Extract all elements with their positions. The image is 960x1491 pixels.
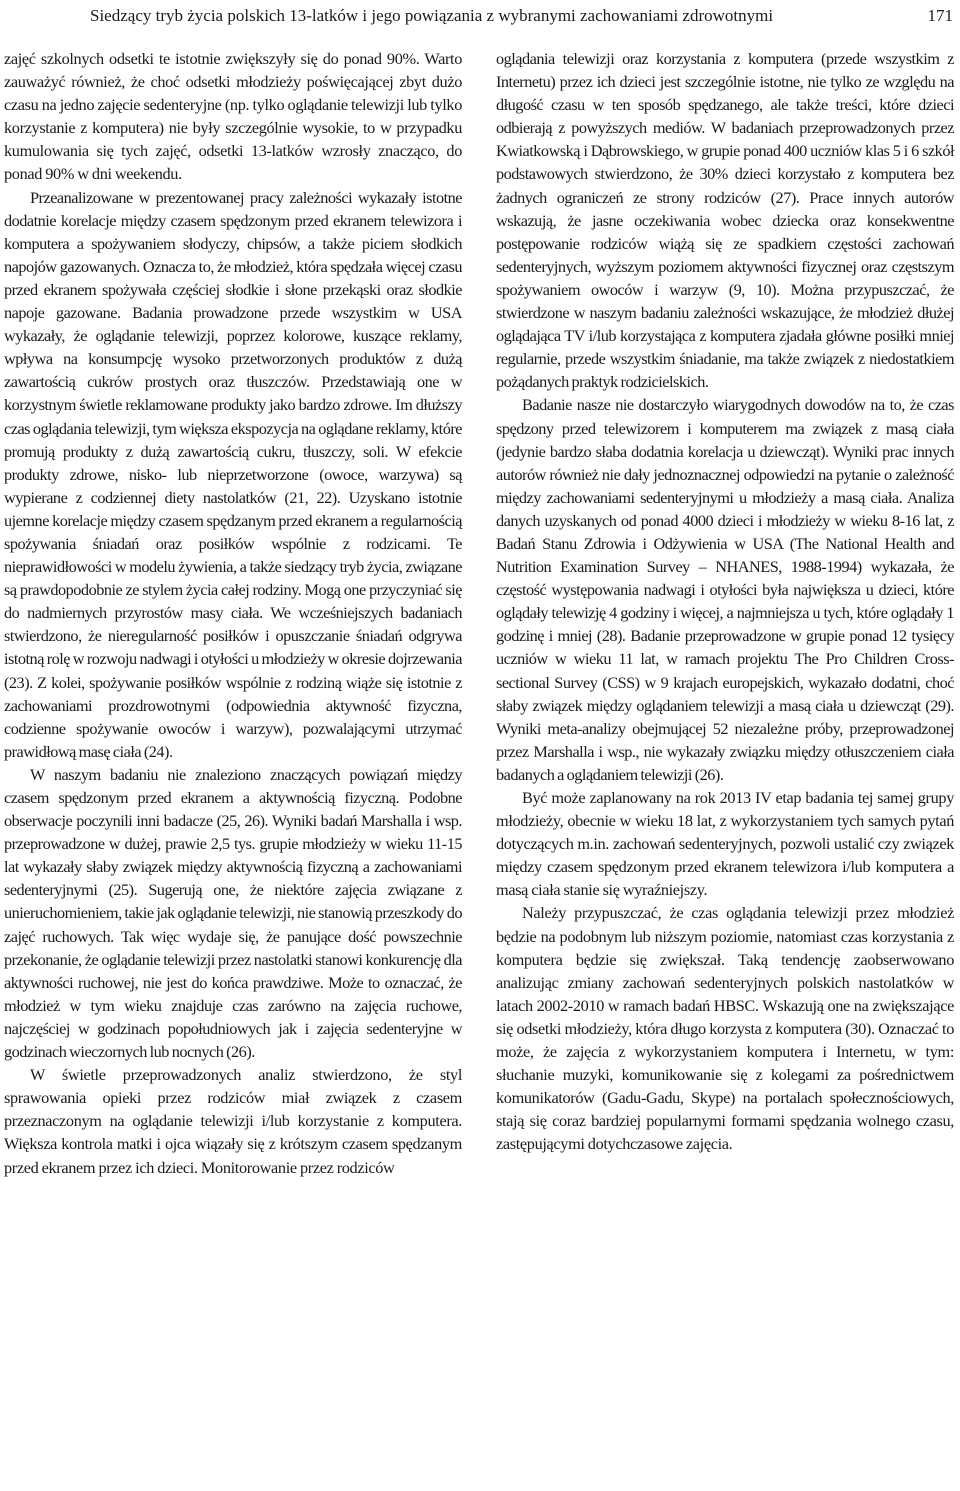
paragraph: Być może zaplanowany na rok 2013 IV etap badania tej samej grupy młodzieży, obecnie w wieku 18 lat, z wykorzystaniem tych samych pytań dotyczących m.in. zachowań sedenteryjnych, pozwoli ustalić czy związek między czasem spędzonym przed ekranem telewizora i/lub komputera a masą ciała stanie się wyraźniejszy. xyxy=(496,788,954,900)
body-columns xyxy=(4,47,954,1179)
paragraph: W naszym badaniu nie znaleziono znaczących powiązań między czasem spędzonym przed ekranem a aktywnością fizyczną. Podobne obserwacje poczynili inni badacze (25, 26). Wyniki badań Marshalla i wsp. przeprowadzone w dużej, prawie 2,5 tys. grupie młodzieży w wieku 11-15 lat wykazały słaby związek między aktywnością fizyczną a zachowaniami sedenteryjnymi (25). Sugerują one, że niektóre zajęcia związane z unieruchomieniem, takie jak oglądanie telewizji, nie stanowią przeszkody do zajęć ruchowych. Tak więc wydaje się, że panujące dość powszechnie przekonanie, że oglądanie telewizji przez nastolatki stanowi konkurencję dla aktywności ruchowej, nie jest do końca prawdziwe. Może to oznaczać, że młodzież w tym wieku znajduje czas zarówno na zajęcia ruchowe, najczęściej w godzinach popołudniowych jak i zajęcia sedenteryjne w godzinach wieczornych lub nocnych (26). xyxy=(4,764,462,1062)
running-title: Siedzący tryb życia polskich 13-latków i jego powiązania z wybranymi zachowaniami zdrowotnymi xyxy=(90,6,774,25)
page-number: 171 xyxy=(927,6,953,25)
paragraph: oglądania telewizji oraz korzystania z komputera (przede wszystkim z Internetu) przez ich dzieci jest szczególnie istotne, nie tylko ze względu na długość czasu w ten sposób spędzanego, ale także treści, które dzieci odbierają z powyższych mediów. W badaniach przeprowadzonych przez Kwiatkowską i Dąbrowskiego, w grupie ponad 400 uczniów klas 5 i 6 szkół podstawowych stwierdzono, że 30% dzieci korzystało z komputera bez żadnych ograniczeń ze strony rodziców (27). Prace innych autorów wskazują, że jasne oczekiwania wobec dziecka oraz konsekwentne postępowanie rodziców wiążą się ze spadkiem częstości zachowań sedenteryjnych, wyższym poziomem aktywności fizycznej oraz częstszym spożywaniem owoców i warzyw (9, 10). Można przypuszczać, że stwierdzone w naszym badaniu zależności wskazujące, że młodzież dłużej oglądająca TV i/lub korzystająca z komputera zjadała główne posiłki mniej regularnie, przede wszystkim śniadanie, ma także związek z niedostatkiem pożądanych praktyk rodzicielskich. xyxy=(496,49,954,392)
left-column xyxy=(4,47,462,1179)
running-header xyxy=(0,5,960,29)
paragraph: W świetle przeprowadzonych analiz stwierdzono, że styl sprawowania opieki przez rodziców miał związek z czasem przeznaczonym na oglądanie telewizji i/lub korzystanie z komputera. Większa kontrola matki i ojca wiązały się z krótszym czasem spędzanym przed ekranem przez ich dzieci. Monitorowanie przez rodziców xyxy=(4,1065,462,1177)
paragraph: Przeanalizowane w prezentowanej pracy zależności wykazały istotne dodatnie korelacje między czasem spędzonym przed ekranem telewizora i komputera a spożywaniem słodyczy, chipsów, a także piciem słodkich napojów gazowanych. Oznacza to, że młodzież, która spędzała więcej czasu przed ekranem spożywała częściej słodkie i słone przekąski oraz słodkie napoje gazowane. Badania prowadzone przede wszystkim w USA wykazały, że oglądanie telewizji, poprzez kolorowe, kuszące reklamy, wpływa na konsumpcję wysoko przetworzonych produktów z dużą zawartością cukrów prostych oraz tłuszczów. Przedstawiają one w korzystnym świetle reklamowane produkty jako bardzo zdrowe. Im dłuższy czas oglądania telewizji, tym większa ekspozycja na oglądane reklamy, które promują produkty z dużą zawartością cukru, tłuszczy, soli. W efekcie produkty zdrowe, nisko- lub nieprzetworzone (owoce, warzywa) są wypierane z codziennej diety nastolatków (21, 22). Uzyskano istotnie ujemne korelacje między czasem spędzanym przed ekranem a regularnością spożywania śniadań oraz posiłków wspólnie z rodzicami. Te nieprawidłowości w modelu żywienia, a także siedzący tryb życia, związane są prawdopodobnie ze stylem życia całej rodziny. Mogą one przyczyniać się do nadmiernych przyrostów masy ciała. We wcześniejszych badaniach stwierdzono, że nieregularność posiłków i opuszczanie śniadań odgrywa istotną rolę w rozwoju nadwagi i otyłości u młodzieży w okresie dojrzewania (23). Z kolei, spożywanie posiłków wspólnie z rodziną wiąże się istotnie z zachowaniami prozdrowotnymi (odpowiednia aktywność fizyczna, codzienne spożywanie owoców i warzyw), pozwalającymi utrzymać prawidłową masę ciała (24). xyxy=(4,187,462,761)
paragraph: zajęć szkolnych odsetki te istotnie zwiększyły się do ponad 90%. Warto zauważyć również, że choć odsetki młodzieży poświęcającej zbyt dużo czasu na jedno zajęcie sedenteryjne (np. tylko oglądanie telewizji lub tylko korzystanie z komputera) nie były szczególnie wysokie, to w przypadku kumulowania się tych zajęć, odsetki 13-latków wzrosły znacząco, do ponad 90% w dni weekendu. xyxy=(4,49,462,184)
right-column xyxy=(496,47,954,1179)
paragraph: Należy przypuszczać, że czas oglądania telewizji przez młodzież będzie na podobnym lub niższym poziomie, natomiast czas korzystania z komputera będzie się zwiększał. Taką tendencję zaobserwowano analizując zmiany zachowań sedenteryjnych polskich nastolatków w latach 2002-2010 w ramach badań HBSC. Wskazują one na zwiększające się odsetki młodzieży, która długo korzysta z komputera (30). Oznaczać to może, że zajęcia z wykorzystaniem komputera i Internetu, w tym: słuchanie muzyki, komunikowanie się z kolegami za pośrednictwem komunikatorów (Gadu-Gadu, Skype) na portalach społecznościowych, stają się coraz bardziej popularnymi formami spędzania wolnego czasu, zastępującymi dotychczasowe zajęcia. xyxy=(496,903,954,1154)
paragraph: Badanie nasze nie dostarczyło wiarygodnych dowodów na to, że czas spędzony przed telewizorem i komputerem ma związek z masą ciała (jedynie bardzo słaba dodatnia korelacja u dziewcząt). Wyniki prac innych autorów również nie dały jednoznacznej odpowiedzi na pytanie o zależność między zachowaniami sedenteryjnymi u młodzieży a masą ciała. Analiza danych uzyskanych od ponad 4000 dzieci i młodzieży w wieku 8-16 lat, z Badań Stanu Zdrowia i Odżywienia w USA (The National Health and Nutrition Examination Survey – NHANES, 1988-1994) wykazała, że częstość występowania nadwagi i otyłości była największa u dzieci, które oglądały telewizję 4 godziny i więcej, a najmniejsza u tych, które oglądały 1 godzinę i mniej (28). Badanie przeprowadzone w grupie ponad 12 tysięcy uczniów w wieku 11 lat, w ramach projektu The Pro Children Cross-sectional Survey (CSS) w 9 krajach europejskich, wykazało dodatni, choć słaby związek między oglądaniem telewizji a masą ciała u dziewcząt (29). Wyniki meta-analizy obejmującej 52 niezależne próby, przeprowadzonej przez Marshalla i wsp., nie wykazały związku między otłuszczeniem ciała badanych a oglądaniem telewizji (26). xyxy=(496,395,954,784)
